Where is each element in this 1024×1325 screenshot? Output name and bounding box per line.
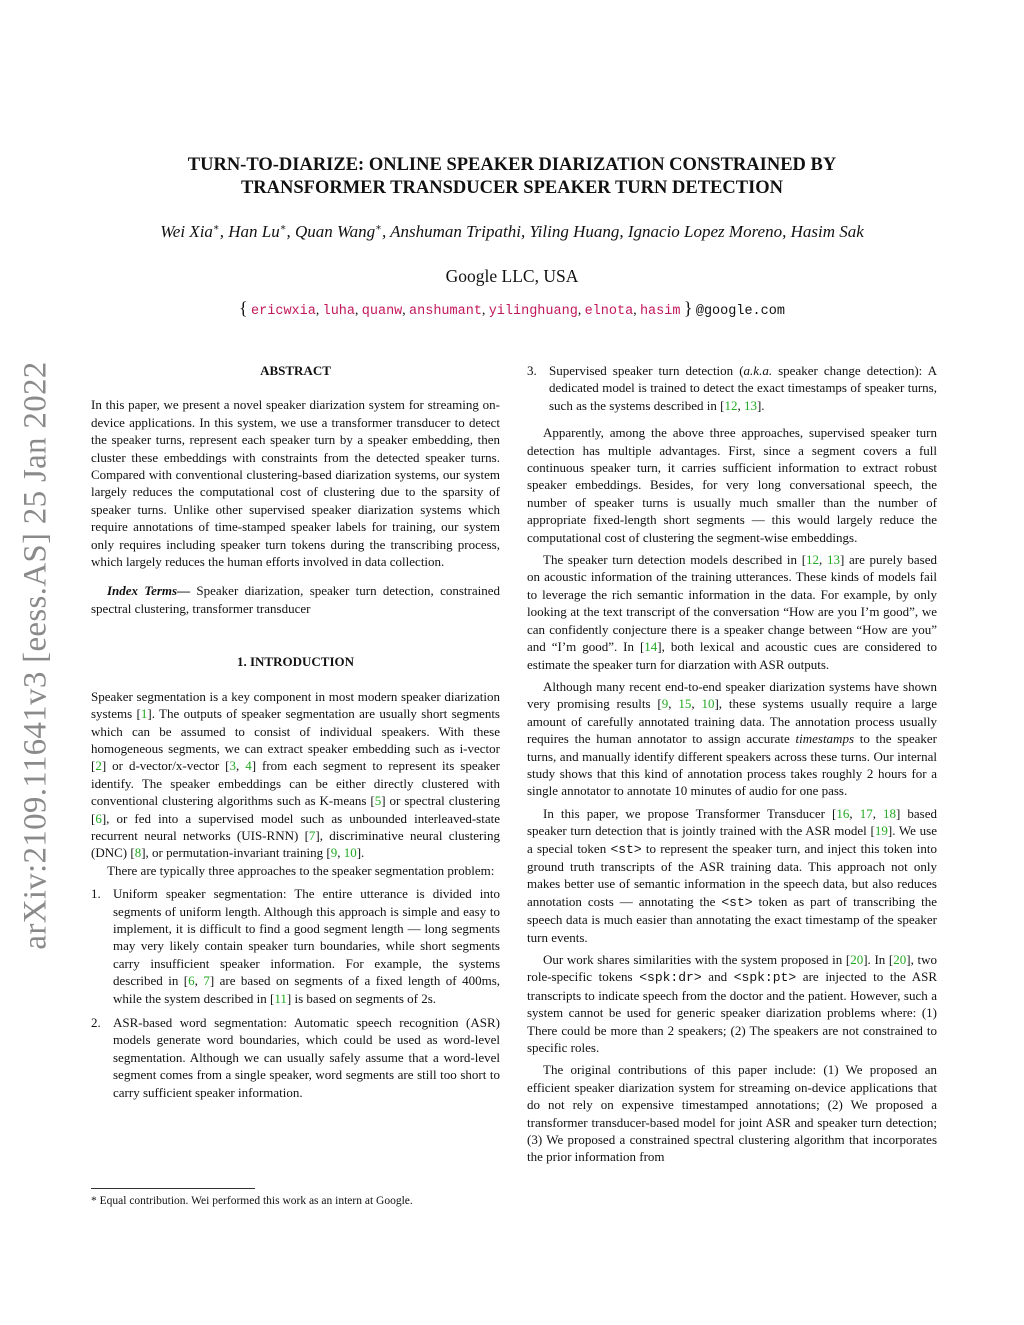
citation-link[interactable]: 10 xyxy=(343,845,357,861)
citation-link[interactable]: 4 xyxy=(245,758,252,774)
approaches-list xyxy=(91,885,500,1101)
title-line-1: TURN-TO-DIARIZE: ONLINE SPEAKER DIARIZATION CONSTRAINED BY xyxy=(187,155,837,175)
email-user[interactable]: quanw xyxy=(361,304,403,319)
citation-link[interactable]: 9 xyxy=(661,696,669,712)
citation-link[interactable]: 18 xyxy=(883,805,897,821)
introduction-heading: 1. INTRODUCTION xyxy=(236,654,354,670)
arxiv-side-stamp xyxy=(6,350,66,960)
list-number: 3. xyxy=(527,363,537,378)
intro-paragraph-7: Our work shares similarities with the system proposed in [20]. In [20], two role-specific tokens <spk:dr> and <spk:pt> are injected to the ASR transcripts to indicate speech from the doctor and the patient. However, such a system cannot be used for generic speaker diarization problems where: (1) There could be more than 2 speakers; (2) The speakers are not constrained to specific roles. xyxy=(527,952,937,1056)
author-3: Quan Wang xyxy=(295,222,376,241)
equal-contribution-mark: ∗ xyxy=(375,222,382,234)
intro-paragraph-6: In this paper, we propose Transformer Transducer [16, 17, 18] based speaker turn detection that is jointly trained with the ASR model [19]. We use a special token <st> to represent the speaker turn, and inject this token into ground truth transcripts of the ASR training data. This approach not only makes better use of semantic information in the speech data, but also reduces annotation costs — annotating the <st> token as part of transcribing the speech data is much easier than annotating the exact timestamp of the speaker turn events. xyxy=(527,805,938,945)
open-brace: { xyxy=(239,298,248,318)
paper-title xyxy=(60,154,964,200)
citation-link[interactable]: 13 xyxy=(743,397,757,413)
role-token: <spk:pt> xyxy=(733,970,797,986)
index-terms xyxy=(91,582,500,617)
author-2: Han Lu xyxy=(228,222,280,241)
email-list: { ericwxia, luha, quanw, anshumant, yilinghuang, elnota, hasim } @google.com xyxy=(239,298,785,319)
index-terms-label: Index Terms— xyxy=(107,583,191,599)
intro-paragraph-3: Apparently, among the above three approaches, supervised speaker turn detection has multiple advantages. First, since a segment covers a full continuous speaker turn, it carries sufficient information to extract robust speaker embeddings. Besides, for very long conversational speech, the number of speaker turns is usually much smaller than the number of appropriate fixed-length short segments — this would largely reduce the computational cost of clustering the segment-wise embeddings. xyxy=(527,425,937,545)
citation-link[interactable]: 7 xyxy=(203,973,210,989)
citation-link[interactable]: 9 xyxy=(330,845,338,861)
arxiv-id-text: arXiv:2109.11641v3 [eess.AS] 25 Jan 2022 xyxy=(17,360,54,950)
citation-link[interactable]: 7 xyxy=(308,827,316,843)
citation-link[interactable]: 17 xyxy=(859,805,873,821)
email-user[interactable]: luha xyxy=(322,304,356,319)
citation-link[interactable]: 1 xyxy=(140,706,148,722)
intro-paragraph-1: Speaker segmentation is a key component in most modern speaker diarization systems [1]. The outputs of speaker segmentation are usually short segments which can be assumed to consist of individual speakers. With these homogeneous segments, we can extract speaker embedding such as i-vector [2] or d-vector/x-vector [3, 4] from each segment to represent its speaker identify. The speaker embeddings can be either directly clustered with conventional clustering algorithms such as K-means [5] or spectral clustering [6], or fed into a supervised model such as unbounded interleaved-state recurrent neural networks (UIS-RNN) [7], discriminative neural clustering (DNC) [8], or permutation-invariant training [9, 10]. xyxy=(91,688,500,861)
citation-link[interactable]: 6 xyxy=(188,973,195,989)
citation-link[interactable]: 2 xyxy=(95,758,102,774)
approach-item-uniform: 1. Uniform speaker segmentation: The entire utterance is divided into segments of uniform length. Although this approach is simple and easy to implement, it is difficult to find a good segment length — long segments may very likely contain speaker turn boundaries, while short segments carry insufficient speaker information. For example, the systems described in [6, 7] are based on segments of a fixed length of 400ms, while the system described in [11] is based on segments of 2s. xyxy=(91,886,500,1006)
right-column xyxy=(527,362,937,1166)
intro-paragraph-4: The speaker turn detection models described in [12, 13] are purely based on acoustic information of the training utterances. These kinds of models fail to leverage the rich semantic information in the data. For example, by only looking at the text transcript of the conversation “How are you I’m good”, we can confidently conjecture there is a speaker change between “How are you” and “I’m good”. In [14], both lexical and acoustic cues are considered to estimate the speaker turn for diarzation with ASR outputs. xyxy=(527,552,938,672)
email-domain: @google.com xyxy=(695,304,785,319)
email-user[interactable]: hasim xyxy=(639,304,681,319)
email-user[interactable]: elnota xyxy=(584,304,634,319)
close-brace: } xyxy=(683,298,693,318)
citation-link[interactable]: 15 xyxy=(678,696,692,712)
author-list: Wei Xia∗, Han Lu∗, Quan Wang∗, Anshuman Tripathi, Yiling Huang, Ignacio Lopez Moreno, Hasim Sak xyxy=(160,222,864,241)
citation-link[interactable]: 10 xyxy=(701,696,715,712)
email-user[interactable]: ericwxia xyxy=(251,304,316,319)
approach-item-asr: 2. ASR-based word segmentation: Automatic speech recognition (ASR) models generate word boundaries, which could be used as word-level segmentation. Although we can usually safely assume that a word-level segment comes from a single speaker, word segments are still too short to carry sufficient speaker information. xyxy=(91,1015,500,1100)
citation-link[interactable]: 14 xyxy=(644,639,658,655)
citation-link[interactable]: 19 xyxy=(874,823,888,839)
citation-link[interactable]: 6 xyxy=(95,810,102,826)
title-line-2: TRANSFORMER TRANSDUCER SPEAKER TURN DETECTION xyxy=(240,178,784,198)
speaker-turn-token: <st> xyxy=(610,841,642,857)
citation-link[interactable]: 13 xyxy=(826,552,840,568)
list-number: 2. xyxy=(91,1015,101,1030)
citation-link[interactable]: 12 xyxy=(724,397,738,413)
equal-contribution-mark: ∗ xyxy=(279,222,287,234)
role-token: <spk:dr> xyxy=(639,970,702,986)
abstract-text: In this paper, we present a novel speaker diarization system for streaming on-device applications. In this system, we use a transformer transducer to detect the speaker turns, represent each speaker turn by a speaker embedding, then cluster these embeddings with constraints from the detected speaker turns. Compared with conventional clustering-based diarization systems, our system largely reduces the computational cost of clustering due to the sparsity of speaker turns. Unlike other supervised speaker diarization systems which require annotations of time-stamped speaker labels for training, our system only requires including speaker turn tokens during the transcribing process, which largely reduces the human efforts involved in data collection. xyxy=(91,397,500,570)
citation-link[interactable]: 3 xyxy=(229,758,236,774)
author-1: Wei Xia xyxy=(160,222,213,241)
abstract-heading: ABSTRACT xyxy=(260,363,331,378)
email-user[interactable]: yilinghuang xyxy=(488,304,578,319)
left-column xyxy=(91,362,500,1108)
citation-link[interactable]: 20 xyxy=(893,952,907,967)
intro-paragraph-8: The original contributions of this paper include: (1) We proposed an efficient speaker diarization system for streaming on-device applications that do not rely on expensive timestamped annotations; (2) We proposed a transformer transducer-based model for joint ASR and speaker turn detection; (3) We proposed a constrained spectral clustering algorithm that incorporates the prior information from xyxy=(527,1062,937,1165)
citation-link[interactable]: 5 xyxy=(374,793,382,809)
citation-link[interactable]: 12 xyxy=(806,552,820,568)
equal-contribution-mark: ∗ xyxy=(212,222,220,234)
intro-paragraph-2: There are typically three approaches to the speaker segmentation problem: xyxy=(107,862,495,878)
approach-item-supervised: 3. Supervised speaker turn detection (a.k.a. speaker change detection): A dedicated model is trained to detect the exact timestamps of speaker turns, such as the systems described in [12, 13]. xyxy=(527,363,937,413)
approaches-list-continued xyxy=(527,362,937,414)
speaker-turn-token: <st> xyxy=(721,894,753,910)
footnote: * Equal contribution. Wei performed this work as an intern at Google. xyxy=(91,1195,413,1207)
list-number: 1. xyxy=(91,886,101,902)
index-terms-text: Speaker diarization, speaker turn detection, constrained spectral clustering, transformer transducer xyxy=(91,583,501,616)
citation-link[interactable]: 20 xyxy=(850,952,864,967)
email-user[interactable]: anshumant xyxy=(409,304,482,319)
other-authors: Anshuman Tripathi, Yiling Huang, Ignacio Lopez Moreno, Hasim Sak xyxy=(390,222,864,241)
affiliation: Google LLC, USA xyxy=(445,266,579,286)
citation-link[interactable]: 8 xyxy=(134,845,142,861)
citation-link[interactable]: 16 xyxy=(836,805,850,821)
intro-paragraph-5: Although many recent end-to-end speaker diarization systems have shown very promising results [9, 15, 10], these systems usually require a large amount of carefully annotated training data. The annotation process usually requires the human annotator to assign accurate timestamps to the speaker turns, and manually identify different speakers across these turns. Our internal study shows that this kind of annotation process takes roughly 2 hours for a single annotator to annotate 10 minutes of audio for one pass. xyxy=(527,678,938,799)
footnote-rule xyxy=(91,1188,255,1189)
citation-link[interactable]: 11 xyxy=(274,990,287,1006)
